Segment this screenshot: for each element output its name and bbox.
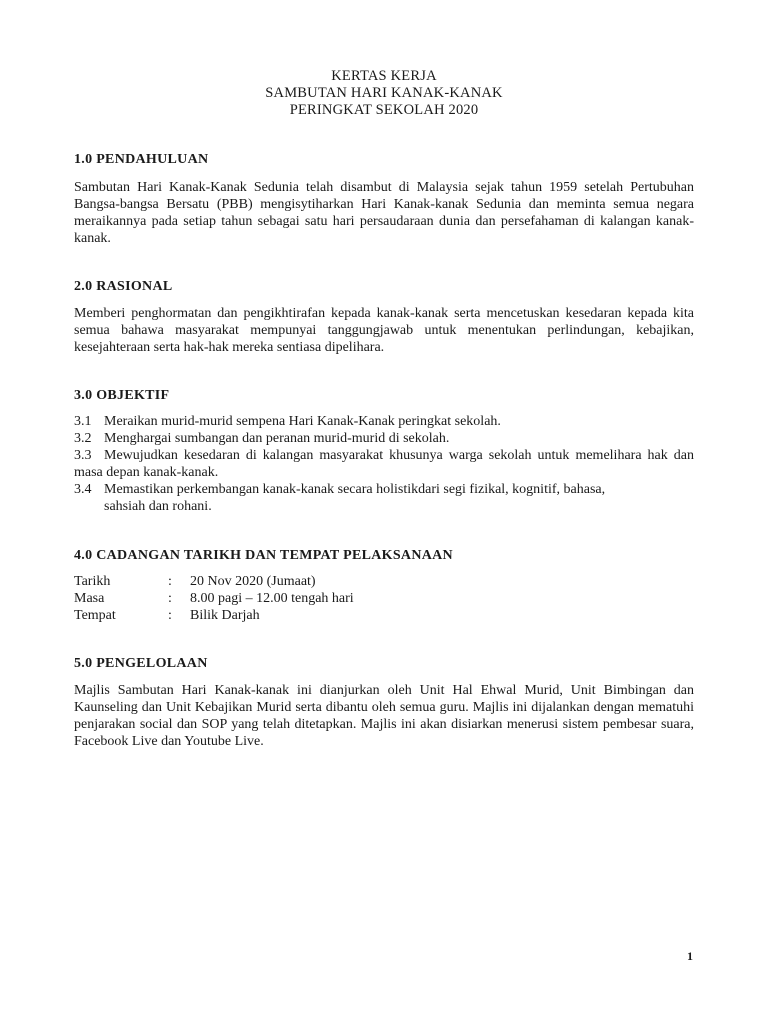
section-body-pendahuluan: Sambutan Hari Kanak-Kanak Sedunia telah disambut di Malaysia sejak tahun 1959 setelah Pertubuhan Bangsa-bangsa Bersatu (PBB) mengisytiharkan Hari Kanak-kanak Sedunia dan meminta semua negara meraikannya pada setiap tahun sebagai satu hari persaudaraan dunia dan persefahaman di kalangan kanak-kanak. [74, 180, 694, 246]
section-body-pengelolaan: Majlis Sambutan Hari Kanak-kanak ini dianjurkan oleh Unit Hal Ehwal Murid, Unit Bimbingan dan Kaunseling dan Unit Kebajikan Murid serta dibantu oleh semua guru. Majlis ini dijalankan dengan mematuhi penjarakan social dan SOP yang telah ditetapkan. Majlis ini akan disiarkan menerusi sistem pembesar suara, Facebook Live dan Youtube Live. [74, 683, 694, 749]
schedule-value: 20 Nov 2020 (Jumaat) [190, 574, 316, 589]
section-heading-pendahuluan: 1.0 PENDAHULUAN [74, 152, 209, 167]
page-number: 1 [687, 949, 693, 963]
schedule-colon: : [168, 574, 172, 589]
schedule-label: Tempat [74, 608, 116, 623]
section-heading-rasional: 2.0 RASIONAL [74, 279, 173, 294]
section-body-rasional: Memberi penghormatan dan pengikhtirafan kepada kanak-kanak serta mencetuskan kesedaran kepada kita semua bahawa masyarakat mempunyai tanggungjawab untuk menentukan perlindungan, kebajikan, kesejahteraan serta hak-hak mereka sentiasa dipelihara. [74, 306, 694, 355]
list-item [74, 430, 694, 447]
schedule-value: 8.00 pagi – 12.00 tengah hari [190, 591, 354, 606]
list-item [74, 481, 694, 498]
list-item-text: Memastikan perkembangan kanak-kanak secara holistikdari segi fizikal, kognitif, bahasa, [104, 482, 606, 497]
schedule-colon: : [168, 608, 172, 623]
list-item-number: 3.4 [74, 482, 92, 497]
list-item-text: Meraikan murid-murid sempena Hari Kanak-Kanak peringkat sekolah. [104, 414, 501, 429]
list-item [74, 413, 694, 430]
document-title [0, 68, 768, 119]
section-heading-pengelolaan: 5.0 PENGELOLAAN [74, 656, 208, 671]
list-item-number: 3.1 [74, 414, 92, 429]
schedule-colon: : [168, 591, 172, 606]
title-line-1: KERTAS KERJA [331, 68, 437, 84]
title-line-2: SAMBUTAN HARI KANAK-KANAK [265, 85, 503, 101]
schedule-value: Bilik Darjah [190, 608, 260, 623]
schedule-label: Tarikh [74, 574, 111, 589]
list-item-continuation: sahsiah dan rohani. [104, 499, 212, 514]
section-heading-objektif: 3.0 OBJEKTIF [74, 388, 170, 403]
section-heading-tarikh-tempat: 4.0 CADANGAN TARIKH DAN TEMPAT PELAKSANAAN [74, 548, 453, 563]
list-item [74, 447, 694, 481]
list-item-text: Menghargai sumbangan dan peranan murid-murid di sekolah. [104, 431, 450, 446]
list-item-number: 3.3 [74, 448, 92, 463]
title-line-3: PERINGKAT SEKOLAH 2020 [289, 102, 479, 118]
schedule-label: Masa [74, 591, 105, 606]
list-item-text: Mewujudkan kesedaran di kalangan masyarakat khusunya warga sekolah untuk memelihara hak dan masa depan kanak-kanak. [74, 448, 694, 480]
list-item-number: 3.2 [74, 431, 92, 446]
